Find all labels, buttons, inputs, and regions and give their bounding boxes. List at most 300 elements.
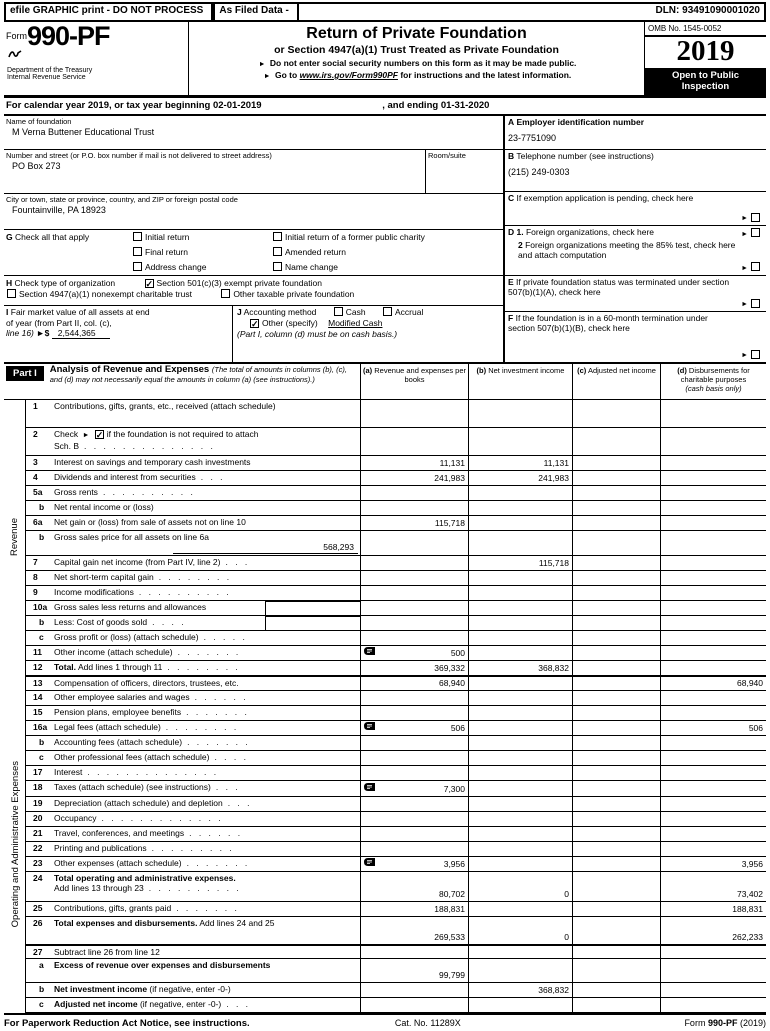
paperwork-notice: For Paperwork Reduction Act Notice, see instructions.	[4, 1018, 250, 1030]
sixty-month-termination-row: F If the foundation is in a 60-month termination under section 507(b)(1)(B), check here ►	[505, 312, 766, 362]
cell-net-investment-income: 11,131	[468, 456, 572, 470]
line-label: Contributions, gifts, grants paid . . . . . . .	[54, 902, 237, 913]
fmv-accounting-row: I Fair market value of all assets at end of year (from Part II, col. (c), line 16) ►$ 2,544,365 J Accounting method Cash Accrual ✓Other (specify) Modified Cash (Part I, column (d) must be on cash basis.)	[4, 306, 503, 362]
cell-charitable-disbursements: 68,940	[660, 677, 766, 690]
cell-charitable-disbursements	[660, 501, 766, 515]
line-label: Check ► ✓ if the foundation is not required to attach Sch. B . . . . . . . . . . . . . .	[52, 428, 360, 455]
foreign-org-rows: D 1. Foreign organizations, check here 2 Foreign organizations meeting the 85% test, check here and attach computation ► ►	[505, 226, 766, 276]
form-footer-id: Form 990-PF (2019)	[684, 1018, 766, 1029]
table-row	[26, 827, 766, 842]
cell-adjusted-net-income	[572, 456, 660, 470]
column-header-d: (d) Disbursements for charitable purposes (cash basis only)	[660, 364, 766, 399]
cell-adjusted-net-income	[572, 661, 660, 675]
phone-row: B Telephone number (see instructions) (215) 249-0303	[505, 150, 766, 192]
cell-charitable-disbursements	[660, 456, 766, 470]
line-number: 20	[33, 812, 43, 823]
line-label: Gross sales less returns and allowances	[52, 601, 360, 615]
checkbox-accrual-method[interactable]	[383, 307, 392, 316]
cell-charitable-disbursements	[660, 706, 766, 720]
efile-logo-icon	[8, 49, 22, 59]
table-row	[26, 661, 766, 676]
cell-adjusted-net-income	[572, 677, 660, 690]
line-number: 11	[33, 646, 42, 657]
line-label: Accounting fees (attach schedule) . . . . . . .	[54, 736, 248, 747]
cell-charitable-disbursements	[660, 781, 766, 796]
table-row	[26, 797, 766, 812]
cell-net-investment-income: 0	[468, 917, 572, 944]
option-label: Other (specify)	[262, 318, 318, 329]
cell-adjusted-net-income	[572, 998, 660, 1012]
line-label: Subtract line 26 from line 12	[54, 946, 160, 957]
line-label: Total operating and administrative expenses. Add lines 13 through 23 . . . . . . . . . .	[54, 872, 239, 894]
cell-revenue-per-books	[360, 736, 468, 750]
cell-adjusted-net-income	[572, 400, 660, 427]
check-all-that-apply-row: G Check all that apply Initial return Final return Address change Initial return of a former public charity Amended return Name change	[4, 230, 503, 276]
organization-type-row: H Check type of organization ✓ Section 501(c)(3) exempt private foundation Section 4947(a)(1) nonexempt charitable trust Other taxable private foundation	[4, 276, 503, 306]
cell-net-investment-income	[468, 946, 572, 958]
checkbox-final-return[interactable]	[133, 247, 142, 256]
table-row	[26, 601, 766, 616]
phone-value: (215) 249-0303	[508, 167, 570, 177]
cell-net-investment-income	[468, 721, 572, 735]
line-number: 12	[33, 661, 43, 672]
cell-revenue-per-books	[360, 827, 468, 841]
street-address-row	[4, 150, 503, 194]
line-label: Taxes (attach schedule) (see instructions) . . .	[54, 781, 238, 792]
cell-revenue-per-books	[360, 616, 468, 630]
cell-net-investment-income	[468, 797, 572, 811]
cell-net-investment-income: 115,718	[468, 556, 572, 570]
cell-charitable-disbursements	[660, 998, 766, 1012]
line-label: Gross rents . . . . . . . . . .	[54, 487, 193, 497]
cell-net-investment-income	[468, 601, 572, 615]
cell-net-investment-income	[468, 842, 572, 856]
cell-revenue-per-books: 369,332	[360, 661, 468, 675]
cell-net-investment-income	[468, 501, 572, 515]
line-number: 24	[33, 872, 43, 883]
cell-revenue-per-books: 80,702	[360, 872, 468, 901]
city-label: City or town, state or province, country, and ZIP or foreign postal code	[6, 195, 238, 204]
table-row	[26, 721, 766, 736]
cell-revenue-per-books: 241,983	[360, 471, 468, 485]
line-label: Other professional fees (attach schedule) . . . .	[54, 751, 246, 762]
line-label: Interest on savings and temporary cash investments	[54, 457, 251, 467]
entity-block	[4, 116, 766, 364]
cell-adjusted-net-income	[572, 736, 660, 750]
checkbox-address-change[interactable]	[133, 262, 142, 271]
line-number: b	[39, 736, 45, 747]
cell-adjusted-net-income	[572, 872, 660, 901]
table-row	[26, 516, 766, 531]
line-number: 15	[33, 706, 43, 717]
cell-net-investment-income	[468, 902, 572, 916]
line-number: 21	[33, 827, 43, 838]
cell-adjusted-net-income	[572, 571, 660, 585]
line-number: 8	[33, 571, 38, 582]
line-label: Depreciation (attach schedule) and depletion . . .	[54, 797, 250, 808]
city-state-zip: Fountainville, PA 18923	[12, 205, 106, 215]
cell-charitable-disbursements: 506	[660, 721, 766, 735]
cell-revenue-per-books	[360, 571, 468, 585]
room-suite-label: Room/suite	[428, 151, 466, 160]
checkbox-exemption-pending[interactable]	[751, 213, 760, 222]
table-row	[26, 676, 766, 691]
cell-adjusted-net-income	[572, 706, 660, 720]
part1-table	[4, 400, 766, 1015]
cell-revenue-per-books	[360, 983, 468, 997]
form-id-block	[4, 22, 189, 95]
checkbox-other-taxable[interactable]	[221, 289, 230, 298]
catalog-number: Cat. No. 11289X	[394, 1018, 461, 1029]
tax-year: 2019	[645, 37, 766, 70]
open-to-public-badge: Open to Public Inspection	[645, 70, 766, 95]
line-number: 18	[33, 781, 43, 792]
table-row	[26, 501, 766, 516]
line-label: Income modifications . . . . . . . . . .	[54, 586, 229, 597]
cell-net-investment-income	[468, 781, 572, 796]
ein-value: 23-7751090	[508, 133, 557, 143]
cell-charitable-disbursements	[660, 486, 766, 500]
attachment-icon[interactable]	[363, 857, 376, 869]
checkbox-4947a1-trust[interactable]	[7, 289, 16, 298]
table-row	[26, 998, 766, 1013]
omb-number: OMB No. 1545-0052	[645, 22, 766, 37]
line-label: Other employee salaries and wages . . . . . .	[54, 691, 246, 702]
cell-charitable-disbursements	[660, 946, 766, 958]
cell-revenue-per-books	[360, 998, 468, 1012]
cell-net-investment-income	[468, 857, 572, 871]
line-number: b	[39, 984, 45, 995]
attachment-icon[interactable]	[363, 646, 376, 658]
line-number: 23	[33, 857, 43, 868]
table-row	[26, 842, 766, 857]
option-label: Final return	[145, 247, 188, 257]
table-row	[26, 751, 766, 766]
line-label: Pension plans, employee benefits . . . . . . .	[54, 706, 247, 717]
part1-tag: Part I	[6, 366, 44, 381]
cell-net-investment-income	[468, 646, 572, 660]
cell-adjusted-net-income	[572, 902, 660, 916]
cell-revenue-per-books	[360, 631, 468, 645]
cell-revenue-per-books: 115,718	[360, 516, 468, 530]
cell-charitable-disbursements	[660, 531, 766, 555]
checkbox-initial-return-former-public-charity[interactable]	[273, 232, 282, 241]
table-row	[26, 531, 766, 556]
cell-revenue-per-books: 7,300	[360, 781, 468, 796]
line-number: 25	[33, 902, 43, 913]
line-number: 22	[33, 842, 43, 853]
cell-revenue-per-books	[360, 797, 468, 811]
cell-charitable-disbursements	[660, 400, 766, 427]
city-row	[4, 194, 503, 230]
cell-net-investment-income	[468, 827, 572, 841]
cell-adjusted-net-income	[572, 531, 660, 555]
cell-adjusted-net-income	[572, 646, 660, 660]
tax-year-end-date: 01-31-2020	[440, 100, 490, 111]
arrow-icon: ►	[741, 301, 748, 308]
cell-charitable-disbursements	[660, 812, 766, 826]
line-number: 27	[33, 946, 43, 957]
cell-revenue-per-books	[360, 812, 468, 826]
line-number: 3	[33, 457, 38, 467]
line-label: Capital gain net income (from Part IV, line 2) . . .	[54, 556, 248, 567]
checkbox-amended-return[interactable]	[273, 247, 282, 256]
cell-revenue-per-books	[360, 946, 468, 958]
cell-revenue-per-books: 188,831	[360, 902, 468, 916]
cell-charitable-disbursements	[660, 601, 766, 615]
cell-charitable-disbursements: 188,831	[660, 902, 766, 916]
table-row	[26, 902, 766, 917]
fair-market-value: 2,544,365	[52, 328, 110, 339]
checkbox-60-month-termination[interactable]	[751, 350, 760, 359]
cell-revenue-per-books	[360, 691, 468, 705]
line-number: 19	[33, 797, 43, 808]
line-label: Travel, conferences, and meetings . . . . . .	[54, 827, 241, 838]
foundation-name-label: Name of foundation	[6, 117, 72, 126]
checkbox-other-method[interactable]	[250, 319, 259, 328]
line-number: 6a	[33, 517, 43, 527]
cell-charitable-disbursements	[660, 842, 766, 856]
cell-charitable-disbursements	[660, 661, 766, 675]
cell-charitable-disbursements	[660, 471, 766, 485]
table-row	[26, 983, 766, 998]
line-number: 7	[33, 556, 38, 567]
sub-amount-box	[265, 616, 361, 631]
line-label: Other income (attach schedule) . . . . . . .	[54, 646, 239, 657]
checkbox-status-terminated[interactable]	[751, 299, 760, 308]
cell-adjusted-net-income	[572, 842, 660, 856]
checkbox-501c3[interactable]	[145, 279, 154, 288]
ein-row: A Employer identification number 23-7751090	[505, 116, 766, 150]
cell-revenue-per-books	[360, 531, 468, 555]
cell-revenue-per-books: 3,956	[360, 857, 468, 871]
checkbox-sch-b-not-required[interactable]	[95, 430, 104, 439]
efile-banner: efile GRAPHIC print - DO NOT PROCESS	[4, 2, 213, 22]
line-number: 4	[33, 472, 38, 482]
cell-charitable-disbursements	[660, 646, 766, 660]
cell-charitable-disbursements	[660, 736, 766, 750]
cell-revenue-per-books	[360, 586, 468, 600]
foundation-name-row	[4, 116, 503, 150]
cell-revenue-per-books: 500	[360, 646, 468, 660]
foundation-name: M Verna Buttener Educational Trust	[12, 127, 155, 137]
cell-adjusted-net-income	[572, 781, 660, 796]
cell-revenue-per-books	[360, 706, 468, 720]
line-label: Gross profit or (loss) (attach schedule) . . . . .	[54, 631, 245, 642]
option-label: Cash	[345, 307, 366, 317]
cell-net-investment-income	[468, 586, 572, 600]
calendar-year-line: For calendar year 2019, or tax year beginning 02-01-2019 , and ending 01-31-2020	[4, 98, 766, 116]
column-header-c: (c) Adjusted net income	[572, 364, 660, 399]
cell-adjusted-net-income	[572, 812, 660, 826]
line-number: b	[39, 502, 45, 512]
accounting-method-other-value: Modified Cash	[328, 318, 383, 329]
table-row	[26, 556, 766, 571]
table-row	[26, 706, 766, 721]
cell-charitable-disbursements	[660, 983, 766, 997]
cell-net-investment-income	[468, 571, 572, 585]
cell-net-investment-income	[468, 631, 572, 645]
cell-net-investment-income	[468, 706, 572, 720]
table-row	[26, 631, 766, 646]
cell-net-investment-income	[468, 959, 572, 982]
line-label: Contributions, gifts, grants, etc., received (attach schedule)	[54, 401, 276, 411]
cell-adjusted-net-income	[572, 691, 660, 705]
cell-revenue-per-books	[360, 400, 468, 427]
checkbox-initial-return[interactable]	[133, 232, 142, 241]
cell-revenue-per-books: 269,533	[360, 917, 468, 944]
table-row	[26, 616, 766, 631]
cell-charitable-disbursements	[660, 959, 766, 982]
line-label: Net investment income (if negative, enter -0-)	[54, 984, 231, 995]
cell-charitable-disbursements	[660, 631, 766, 645]
line-number: 2	[33, 429, 38, 439]
attachment-icon[interactable]	[363, 721, 376, 733]
cell-net-investment-income	[468, 428, 572, 455]
cell-net-investment-income	[468, 531, 572, 555]
checkbox-foreign-org-85-test[interactable]	[751, 262, 760, 271]
cell-net-investment-income	[468, 766, 572, 780]
arrow-icon: ►	[741, 265, 748, 272]
line-label: Net rental income or (loss)	[54, 502, 154, 512]
line-number: c	[39, 751, 44, 762]
line-number: 17	[33, 766, 43, 777]
exemption-pending-row: C If exemption application is pending, check here ►	[505, 192, 766, 226]
cell-revenue-per-books: 99,799	[360, 959, 468, 982]
street-address: PO Box 273	[12, 161, 61, 171]
line-number: 9	[33, 586, 38, 597]
cell-adjusted-net-income	[572, 586, 660, 600]
arrow-dollar: ►$	[36, 328, 50, 339]
cell-net-investment-income	[468, 736, 572, 750]
table-row	[26, 945, 766, 959]
cell-charitable-disbursements	[660, 751, 766, 765]
cell-adjusted-net-income	[572, 946, 660, 958]
page-footer	[4, 1015, 766, 1029]
option-label: Accrual	[395, 307, 424, 317]
line-label: Other expenses (attach schedule) . . . . . . .	[54, 857, 248, 868]
part1-rows-host	[26, 400, 766, 1013]
cell-revenue-per-books	[360, 766, 468, 780]
cell-adjusted-net-income	[572, 721, 660, 735]
table-row	[26, 586, 766, 601]
revenue-side-label: Revenue	[9, 518, 20, 557]
department-line1: Department of the Treasury	[7, 67, 93, 74]
cell-revenue-per-books	[360, 751, 468, 765]
cell-charitable-disbursements	[660, 556, 766, 570]
cell-net-investment-income	[468, 616, 572, 630]
line-label: Dividends and interest from securities . . .	[54, 472, 223, 482]
cell-charitable-disbursements	[660, 616, 766, 630]
table-row	[26, 812, 766, 827]
cell-net-investment-income: 368,832	[468, 661, 572, 675]
table-row	[26, 857, 766, 872]
cash-basis-note: (Part I, column (d) must be on cash basis.)	[237, 329, 398, 340]
cell-adjusted-net-income	[572, 471, 660, 485]
cell-net-investment-income	[468, 516, 572, 530]
cell-adjusted-net-income	[572, 516, 660, 530]
option-label: Section 501(c)(3) exempt private foundation	[156, 278, 322, 288]
irs-form990pf-link[interactable]: www.irs.gov/Form990PF	[299, 70, 398, 80]
arrow-icon: ►	[741, 215, 748, 222]
efile-banner-bar	[4, 2, 766, 22]
option-label: Initial return	[145, 232, 190, 242]
checkbox-cash-method[interactable]	[334, 307, 343, 316]
part1-header	[4, 364, 766, 400]
cell-charitable-disbursements	[660, 827, 766, 841]
dln-number: DLN: 93491090001020	[299, 2, 766, 22]
table-row	[26, 471, 766, 486]
line-number: c	[39, 999, 44, 1010]
cell-revenue-per-books	[360, 501, 468, 515]
cell-revenue-per-books: 506	[360, 721, 468, 735]
line-label: Net short-term capital gain . . . . . . . .	[54, 571, 230, 582]
checkbox-name-change[interactable]	[273, 262, 282, 271]
cell-revenue-per-books	[360, 601, 468, 615]
cell-adjusted-net-income	[572, 983, 660, 997]
table-row	[26, 781, 766, 797]
cell-net-investment-income	[468, 691, 572, 705]
table-row	[26, 917, 766, 945]
form-header	[4, 22, 766, 98]
table-row	[26, 766, 766, 781]
form-title-block	[189, 22, 644, 95]
option-label: Section 4947(a)(1) nonexempt charitable trust	[19, 289, 192, 299]
cell-charitable-disbursements	[660, 766, 766, 780]
cell-net-investment-income	[468, 998, 572, 1012]
cell-adjusted-net-income	[572, 601, 660, 615]
tax-year-begin-date: 02-01-2019	[212, 100, 262, 111]
attachment-icon[interactable]	[363, 782, 376, 794]
instruction-line2: ► Go to www.irs.gov/Form990PF for instructions and the latest information.	[263, 70, 572, 80]
arrow-icon: ►	[741, 352, 748, 359]
cell-revenue-per-books: 11,131	[360, 456, 468, 470]
option-label: Initial return of a former public charity	[285, 232, 425, 242]
table-row	[26, 456, 766, 471]
cell-adjusted-net-income	[572, 751, 660, 765]
department-line2: Internal Revenue Service	[7, 74, 86, 81]
cell-charitable-disbursements	[660, 586, 766, 600]
cell-revenue-per-books	[360, 486, 468, 500]
column-header-a: (a) Revenue and expenses per books	[360, 364, 468, 399]
as-filed-banner: As Filed Data -	[213, 2, 298, 22]
part1-title: Analysis of Revenue and Expenses	[49, 364, 210, 375]
expenses-side-label: Operating and Administrative Expenses	[9, 760, 21, 928]
cell-adjusted-net-income	[572, 428, 660, 455]
line-number: 5a	[33, 487, 43, 497]
line-number: b	[39, 532, 45, 542]
line-label: Interest . . . . . . . . . . . . . .	[54, 766, 217, 777]
table-row	[26, 486, 766, 501]
line-number: 10a	[33, 601, 48, 612]
info-panel	[503, 116, 766, 362]
checkbox-foreign-org[interactable]	[751, 228, 760, 237]
table-row	[26, 400, 766, 428]
instruction-line1: ► Do not enter social security numbers on this form as it may be made public.	[258, 58, 577, 68]
cell-net-investment-income: 368,832	[468, 983, 572, 997]
line-label: Total. Add lines 1 through 11 . . . . . . . .	[54, 661, 238, 672]
table-row	[26, 736, 766, 751]
line-number: b	[39, 616, 45, 627]
cell-adjusted-net-income	[572, 827, 660, 841]
cell-revenue-per-books	[360, 842, 468, 856]
cell-revenue-per-books	[360, 428, 468, 455]
line-number: 14	[33, 691, 43, 702]
line-number: 26	[33, 917, 43, 928]
cell-charitable-disbursements	[660, 516, 766, 530]
line-label: Adjusted net income (if negative, enter -0-) . . .	[54, 999, 249, 1010]
cell-adjusted-net-income	[572, 486, 660, 500]
